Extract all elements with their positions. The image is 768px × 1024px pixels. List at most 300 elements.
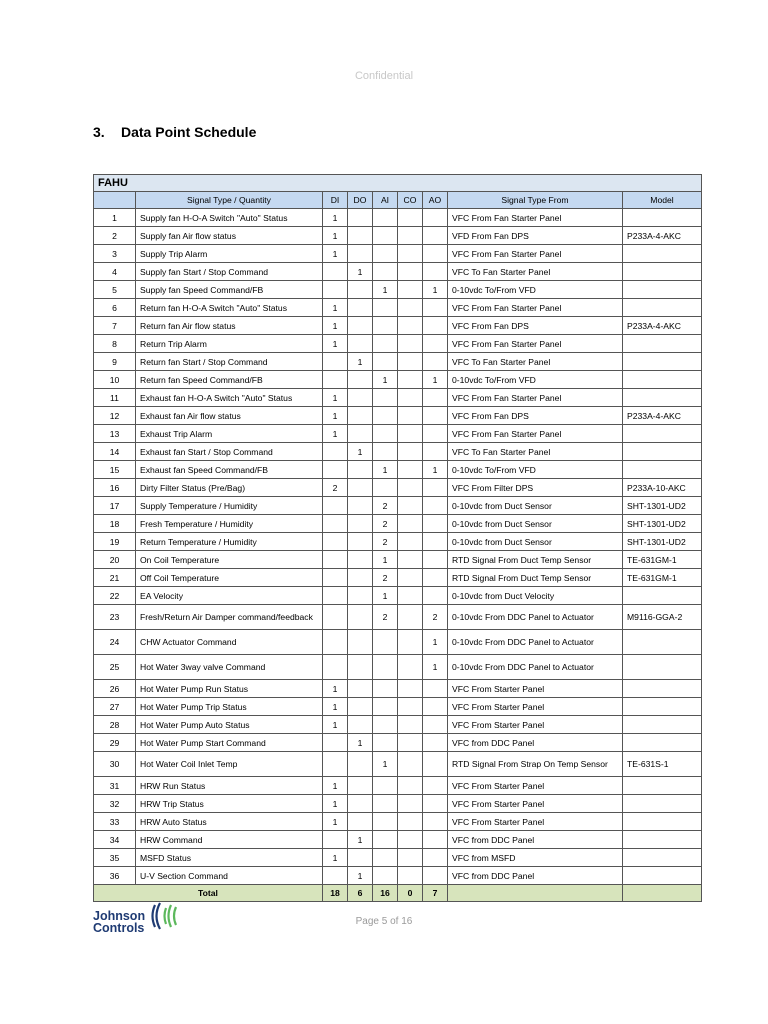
table-row [94,245,702,263]
di-cell: 1 [323,299,348,317]
signal-from-cell: 0-10vdc From DDC Panel to Actuator [448,655,623,680]
model-cell [623,680,702,698]
signal-from-cell: VFC From Starter Panel [448,777,623,795]
ai-cell: 2 [373,515,398,533]
do-cell: 1 [348,831,373,849]
do-cell [348,587,373,605]
co-cell [398,630,423,655]
di-cell [323,443,348,461]
do-cell: 1 [348,443,373,461]
signal-type-cell: Hot Water Pump Run Status [136,680,323,698]
ao-cell [423,813,448,831]
table-row [94,263,702,281]
ao-cell [423,777,448,795]
signal-from-cell: VFC from DDC Panel [448,734,623,752]
row-number-cell: 3 [94,245,136,263]
co-cell [398,533,423,551]
ao-cell [423,227,448,245]
model-cell [623,461,702,479]
logo-text-line1: Johnson [93,909,146,923]
signal-type-cell: Supply fan Start / Stop Command [136,263,323,281]
ai-cell [373,389,398,407]
signal-type-cell: Return fan H-O-A Switch "Auto" Status [136,299,323,317]
di-cell [323,281,348,299]
model-cell [623,777,702,795]
co-cell [398,227,423,245]
row-number-cell: 5 [94,281,136,299]
co-cell [398,371,423,389]
total-label: Total [94,885,323,902]
co-cell [398,461,423,479]
row-number-cell: 10 [94,371,136,389]
signal-from-cell: VFC To Fan Starter Panel [448,353,623,371]
total-di: 18 [323,885,348,902]
do-cell [348,245,373,263]
ao-cell [423,443,448,461]
signal-from-cell: VFC From Starter Panel [448,813,623,831]
di-cell [323,752,348,777]
signal-from-cell: 0-10vdc from Duct Sensor [448,533,623,551]
ao-cell [423,569,448,587]
ao-cell: 1 [423,281,448,299]
section-number: 3. [93,124,105,140]
di-cell: 1 [323,335,348,353]
do-cell [348,551,373,569]
ao-cell: 1 [423,630,448,655]
signal-type-cell: On Coil Temperature [136,551,323,569]
ai-cell [373,849,398,867]
data-point-table [93,174,702,902]
model-cell [623,353,702,371]
table-row [94,335,702,353]
ai-cell: 1 [373,551,398,569]
di-cell [323,461,348,479]
co-cell [398,497,423,515]
row-number-cell: 25 [94,655,136,680]
di-cell: 1 [323,227,348,245]
signal-type-cell: Hot Water 3way valve Command [136,655,323,680]
ai-cell [373,335,398,353]
signal-from-cell: VFC From Starter Panel [448,716,623,734]
ao-cell: 1 [423,461,448,479]
model-cell: SHT-1301-UD2 [623,515,702,533]
table-row [94,795,702,813]
ao-cell [423,515,448,533]
ao-cell [423,317,448,335]
header-co: CO [398,192,423,209]
signal-type-cell: Supply fan Air flow status [136,227,323,245]
row-number-cell: 35 [94,849,136,867]
di-cell: 1 [323,813,348,831]
signal-type-cell: Hot Water Pump Trip Status [136,698,323,716]
model-cell [623,795,702,813]
ai-cell [373,680,398,698]
confidential-header: Confidential [354,70,414,82]
model-cell [623,849,702,867]
ao-cell: 1 [423,655,448,680]
di-cell: 1 [323,716,348,734]
ai-cell [373,698,398,716]
co-cell [398,479,423,497]
row-number-cell: 9 [94,353,136,371]
ao-cell [423,867,448,885]
signal-type-cell: Return fan Air flow status [136,317,323,335]
ai-cell [373,407,398,425]
header-ao: AO [423,192,448,209]
do-cell [348,227,373,245]
signal-type-cell: Supply fan Speed Command/FB [136,281,323,299]
row-number-cell: 33 [94,813,136,831]
model-cell: SHT-1301-UD2 [623,533,702,551]
row-number-cell: 7 [94,317,136,335]
signal-from-cell: VFC From Fan Starter Panel [448,299,623,317]
di-cell: 1 [323,698,348,716]
signal-type-cell: Return Trip Alarm [136,335,323,353]
signal-from-cell: VFC From Fan Starter Panel [448,389,623,407]
di-cell [323,587,348,605]
co-cell [398,245,423,263]
table-row [94,734,702,752]
row-number-cell: 23 [94,605,136,630]
signal-from-cell: VFC From Fan Starter Panel [448,335,623,353]
header-signal-type: Signal Type / Quantity [136,192,323,209]
table-row [94,777,702,795]
co-cell [398,698,423,716]
signal-type-cell: Exhaust fan Speed Command/FB [136,461,323,479]
table-row [94,407,702,425]
di-cell [323,551,348,569]
co-cell [398,515,423,533]
row-number-cell: 8 [94,335,136,353]
model-cell: SHT-1301-UD2 [623,497,702,515]
di-cell [323,655,348,680]
signal-from-cell: 0-10vdc From DDC Panel to Actuator [448,605,623,630]
do-cell [348,389,373,407]
model-cell [623,371,702,389]
ai-cell: 1 [373,371,398,389]
do-cell: 1 [348,263,373,281]
model-cell [623,209,702,227]
co-cell [398,425,423,443]
signal-type-cell: Return fan Speed Command/FB [136,371,323,389]
table-row [94,831,702,849]
co-cell [398,443,423,461]
ao-cell [423,831,448,849]
signal-from-cell: VFC From Starter Panel [448,680,623,698]
table-row [94,680,702,698]
co-cell [398,587,423,605]
signal-type-cell: Return Temperature / Humidity [136,533,323,551]
ai-cell [373,353,398,371]
row-number-cell: 32 [94,795,136,813]
table-row [94,281,702,299]
ai-cell [373,299,398,317]
total-do: 6 [348,885,373,902]
co-cell [398,734,423,752]
ai-cell [373,655,398,680]
do-cell [348,655,373,680]
ai-cell: 1 [373,461,398,479]
model-cell: TE-631GM-1 [623,551,702,569]
row-number-cell: 22 [94,587,136,605]
ao-cell [423,698,448,716]
signal-type-cell: Exhaust fan Start / Stop Command [136,443,323,461]
co-cell [398,752,423,777]
do-cell [348,335,373,353]
di-cell: 1 [323,425,348,443]
do-cell [348,209,373,227]
do-cell [348,479,373,497]
co-cell [398,849,423,867]
di-cell [323,371,348,389]
table-row [94,497,702,515]
ao-cell [423,680,448,698]
do-cell [348,317,373,335]
di-cell: 1 [323,209,348,227]
ao-cell [423,587,448,605]
ao-cell [423,209,448,227]
do-cell [348,813,373,831]
row-number-cell: 24 [94,630,136,655]
model-cell [623,443,702,461]
table-row [94,353,702,371]
table-row [94,605,702,630]
ai-cell [373,245,398,263]
co-cell [398,299,423,317]
signal-from-cell: RTD Signal From Duct Temp Sensor [448,569,623,587]
do-cell [348,371,373,389]
ao-cell [423,849,448,867]
ao-cell: 2 [423,605,448,630]
row-number-cell: 17 [94,497,136,515]
do-cell: 1 [348,353,373,371]
model-cell: TE-631S-1 [623,752,702,777]
di-cell [323,867,348,885]
section-title [93,124,256,140]
signal-type-cell: Hot Water Pump Start Command [136,734,323,752]
co-cell [398,209,423,227]
model-cell [623,867,702,885]
row-number-cell: 13 [94,425,136,443]
model-cell: TE-631GM-1 [623,569,702,587]
table-row [94,813,702,831]
row-number-cell: 14 [94,443,136,461]
row-number-cell: 28 [94,716,136,734]
model-cell [623,245,702,263]
do-cell [348,680,373,698]
signal-type-cell: MSFD Status [136,849,323,867]
di-cell [323,605,348,630]
signal-from-cell: 0-10vdc To/From VFD [448,281,623,299]
signal-type-cell: EA Velocity [136,587,323,605]
di-cell: 1 [323,795,348,813]
row-number-cell: 4 [94,263,136,281]
header-do: DO [348,192,373,209]
di-cell [323,515,348,533]
model-cell: P233A-4-AKC [623,407,702,425]
signal-type-cell: Hot Water Coil Inlet Temp [136,752,323,777]
do-cell [348,533,373,551]
row-number-cell: 26 [94,680,136,698]
ai-cell [373,209,398,227]
signal-from-cell: VFC From Fan Starter Panel [448,209,623,227]
model-cell [623,389,702,407]
row-number-cell: 11 [94,389,136,407]
ao-cell [423,533,448,551]
co-cell [398,867,423,885]
model-cell: P233A-4-AKC [623,317,702,335]
ai-cell [373,227,398,245]
signal-type-cell: Hot Water Pump Auto Status [136,716,323,734]
table-row [94,569,702,587]
di-cell [323,831,348,849]
signal-type-cell: Dirty Filter Status (Pre/Bag) [136,479,323,497]
signal-type-cell: Off Coil Temperature [136,569,323,587]
row-number-cell: 1 [94,209,136,227]
ai-cell [373,716,398,734]
co-cell [398,407,423,425]
di-cell: 1 [323,777,348,795]
row-number-cell: 30 [94,752,136,777]
signal-type-cell: HRW Run Status [136,777,323,795]
ai-cell [373,831,398,849]
do-cell [348,407,373,425]
logo-text-line2: Controls [93,921,145,935]
ai-cell [373,630,398,655]
model-cell [623,263,702,281]
ai-cell [373,867,398,885]
model-cell [623,281,702,299]
di-cell: 1 [323,849,348,867]
row-number-cell: 16 [94,479,136,497]
ao-cell [423,716,448,734]
di-cell [323,263,348,281]
row-number-cell: 15 [94,461,136,479]
model-cell [623,335,702,353]
ao-cell [423,245,448,263]
signal-from-cell: VFC from MSFD [448,849,623,867]
do-cell [348,605,373,630]
table-row [94,551,702,569]
co-cell [398,777,423,795]
signal-from-cell: 0-10vdc From DDC Panel to Actuator [448,630,623,655]
signal-type-cell: Supply Trip Alarm [136,245,323,263]
row-number-cell: 29 [94,734,136,752]
header-model: Model [623,192,702,209]
di-cell: 2 [323,479,348,497]
signal-type-cell: Supply Temperature / Humidity [136,497,323,515]
ai-cell [373,443,398,461]
row-number-cell: 12 [94,407,136,425]
co-cell [398,795,423,813]
di-cell [323,630,348,655]
table-row [94,515,702,533]
signal-type-cell: HRW Command [136,831,323,849]
table-row [94,716,702,734]
row-number-cell: 18 [94,515,136,533]
signal-from-cell: RTD Signal From Duct Temp Sensor [448,551,623,569]
ao-cell [423,752,448,777]
model-cell [623,655,702,680]
table-row [94,227,702,245]
header-signal-from: Signal Type From [448,192,623,209]
signal-type-cell: U-V Section Command [136,867,323,885]
do-cell [348,752,373,777]
model-cell [623,587,702,605]
total-model [623,885,702,902]
signal-from-cell: VFC From Fan DPS [448,407,623,425]
di-cell: 1 [323,245,348,263]
ai-cell: 1 [373,752,398,777]
total-co: 0 [398,885,423,902]
do-cell [348,777,373,795]
do-cell [348,281,373,299]
ao-cell [423,299,448,317]
model-cell [623,630,702,655]
ao-cell [423,479,448,497]
ao-cell: 1 [423,371,448,389]
ao-cell [423,335,448,353]
total-row [94,885,702,902]
signal-from-cell: VFC From Starter Panel [448,795,623,813]
table-row [94,698,702,716]
signal-type-cell: Fresh Temperature / Humidity [136,515,323,533]
signal-from-cell: VFC from DDC Panel [448,831,623,849]
signal-type-cell: HRW Auto Status [136,813,323,831]
ao-cell [423,497,448,515]
do-cell [348,795,373,813]
ao-cell [423,795,448,813]
co-cell [398,813,423,831]
co-cell [398,655,423,680]
ao-cell [423,407,448,425]
signal-from-cell: 0-10vdc from Duct Sensor [448,497,623,515]
row-number-cell: 19 [94,533,136,551]
model-cell: P233A-10-AKC [623,479,702,497]
co-cell [398,716,423,734]
co-cell [398,389,423,407]
model-cell [623,831,702,849]
signal-type-cell: Exhaust Trip Alarm [136,425,323,443]
co-cell [398,831,423,849]
do-cell [348,569,373,587]
co-cell [398,335,423,353]
signal-from-cell: VFC From Filter DPS [448,479,623,497]
signal-type-cell: Fresh/Return Air Damper command/feedback [136,605,323,630]
signal-from-cell: VFC from DDC Panel [448,867,623,885]
model-cell: M9116-GGA-2 [623,605,702,630]
signal-from-cell: VFC From Fan Starter Panel [448,245,623,263]
co-cell [398,263,423,281]
header-di: DI [323,192,348,209]
row-number-cell: 6 [94,299,136,317]
ai-cell: 2 [373,605,398,630]
model-cell [623,734,702,752]
ai-cell: 1 [373,281,398,299]
ao-cell [423,551,448,569]
signal-from-cell: RTD Signal From Strap On Temp Sensor [448,752,623,777]
row-number-cell: 31 [94,777,136,795]
table-header-row [94,192,702,209]
signal-from-cell: VFC From Fan DPS [448,317,623,335]
table-row [94,849,702,867]
di-cell [323,569,348,587]
total-signal-from [448,885,623,902]
ai-cell: 2 [373,533,398,551]
ao-cell [423,734,448,752]
row-number-cell: 34 [94,831,136,849]
co-cell [398,317,423,335]
